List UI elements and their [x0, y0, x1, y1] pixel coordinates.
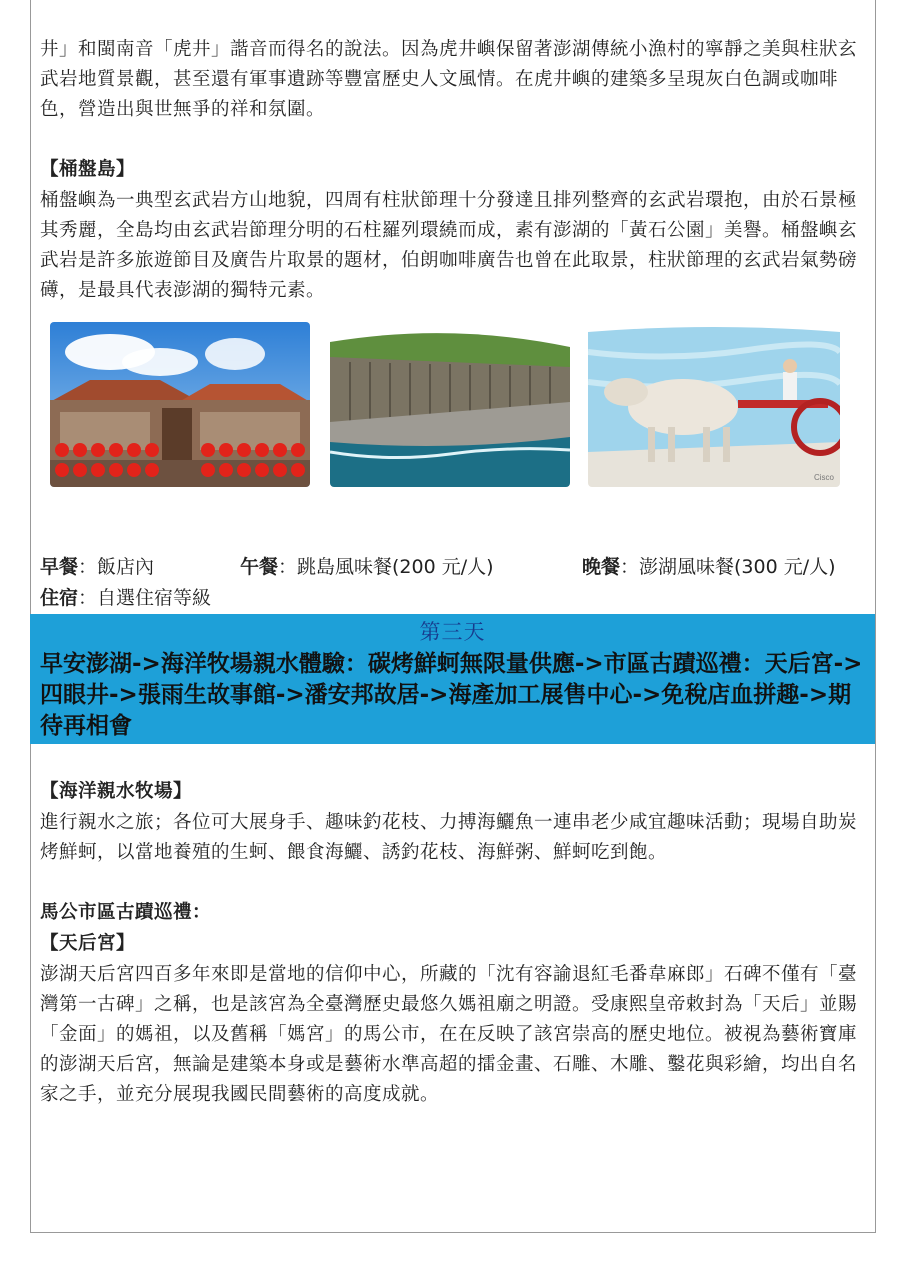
basalt-island-photo: [330, 322, 570, 487]
day3-banner: [30, 614, 875, 744]
ox-cart-illustration: [588, 322, 840, 487]
dinner-label: 晚餐: [582, 556, 621, 578]
lunch-label: 午餐: [240, 556, 279, 578]
breakfast: [40, 552, 154, 582]
tongpan-body: 桶盤嶼為一典型玄武岩方山地貌，四周有柱狀節理十分發達且排列整齊的玄武岩環抱，由於石景極其秀麗，全島均由玄武岩節理分明的石柱羅列環繞而成，素有澎湖的「黃石公園」美譽。桶盤嶼玄武岩是許多旅遊節目及廣告片取景的題材，伯朗咖啡廣告也曾在此取景，柱狀節理的玄武岩氣勢磅礡，是最具代表澎湖的獨特元素。: [40, 190, 858, 301]
stay: [40, 583, 211, 613]
dinner-value: ：澎湖風味餐(300 元/人): [620, 556, 836, 578]
stay-label: 住宿: [40, 587, 79, 609]
stay-value: ：自選住宿等級: [78, 587, 212, 609]
photo-strip: [50, 322, 840, 487]
day3-route: 早安澎湖->海洋牧場親水體驗：碳烤鮮蚵無限量供應->市區古蹟巡禮：天后宮->四眼井->張雨生故事館->潘安邦故居->海產加工展售中心->免稅店血拼趣->期待再相會: [40, 651, 863, 739]
temple-photo: [50, 322, 310, 487]
breakfast-value: ：飯店內: [78, 556, 155, 578]
ox-cart-mural-photo: [588, 322, 840, 487]
ocean-ranch-body: 進行親水之旅；各位可大展身手、趣味釣花枝、力搏海鱺魚一連串老少咸宜趣味活動；現場自助炭烤鮮蚵，以當地養殖的生蚵、餵食海鱺、誘釣花枝、海鮮粥、鮮蚵吃到飽。: [40, 812, 858, 863]
basalt-illustration: [330, 322, 570, 487]
dinner: [582, 552, 836, 582]
lunch: [240, 552, 494, 582]
temple-body: 澎湖天后宮四百多年來即是當地的信仰中心，所藏的「沈有容諭退紅毛番韋麻郎」石碑不僅有「臺灣第一古碑」之稱，也是該宮為全臺灣歷史最悠久媽祖廟之明證。受康熙皇帝敕封為「天后」並賜「金面」的媽祖，以及舊稱「媽宮」的馬公市，在在反映了該宮崇高的歷史地位。被視為藝術寶庫的澎湖天后宮，無論是建築本身或是藝術水準高超的擂金畫、石雕、木雕、鑿花與彩繪，均出自名家之手，並充分展現我國民間藝術的高度成就。: [40, 964, 858, 1105]
tongpan-heading: 【桶盤島】: [40, 159, 136, 180]
temple-heading: 【天后宮】: [40, 933, 136, 954]
magong-heading: 馬公市區古蹟巡禮：: [40, 902, 212, 923]
intro-paragraph: 井」和閩南音「虎井」諧音而得名的說法。因為虎井嶼保留著澎湖傳統小漁村的寧靜之美與柱狀玄武岩地質景觀，甚至還有軍事遺跡等豐富歷史人文風情。在虎井嶼的建築多呈現灰白色調或咖啡色，營造出與世無爭的祥和氛圍。: [40, 39, 858, 120]
day3-title: 第三天: [419, 620, 486, 644]
breakfast-label: 早餐: [40, 556, 79, 578]
lunch-value: ：跳島風味餐(200 元/人): [278, 556, 494, 578]
ocean-ranch-heading: 【海洋親水牧場】: [40, 781, 193, 802]
svg-text:Cisco: Cisco: [814, 473, 835, 482]
temple-illustration: [50, 322, 310, 487]
